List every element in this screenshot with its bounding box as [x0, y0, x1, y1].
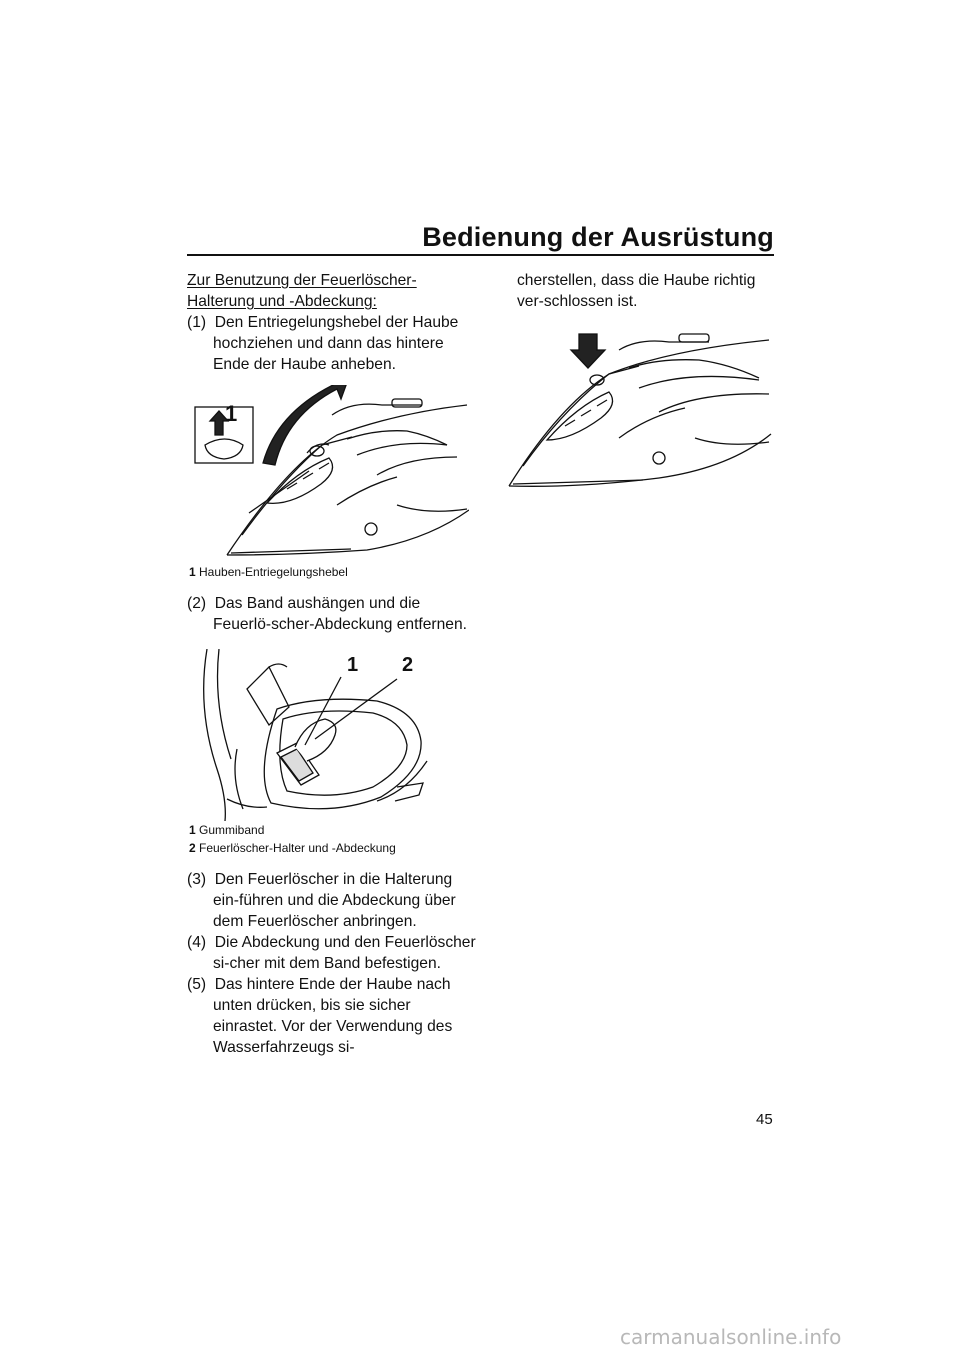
figure2-caption-2 [189, 839, 477, 857]
left-column [187, 270, 477, 1058]
step-5 [187, 974, 477, 1058]
figure2-caption-1-text: Gummiband [199, 823, 265, 837]
step-3-text: Den Feuerlöscher in die Halterung ein-führen und die Abdeckung über dem Feuerlöscher anbringen. [213, 871, 456, 930]
continuation-text: cherstellen, dass die Haube richtig ver-schlossen ist. [517, 272, 756, 310]
extinguisher-holder-illustration [187, 649, 469, 821]
figure2-callout-1: 1 [347, 654, 359, 676]
figure1-caption-1 [189, 563, 477, 581]
step-4-text: Die Abdeckung und den Feuerlöscher si-cher mit dem Band befestigen. [213, 934, 476, 972]
header-rule [187, 254, 774, 256]
figure2-caption-1 [189, 821, 477, 839]
step-1-text: Den Entriegelungshebel der Haube hochziehen und dann das hintere Ende der Haube anheben. [213, 314, 459, 373]
figure2-callout-2: 2 [402, 654, 414, 676]
step-3 [187, 869, 477, 932]
step-5-label: (5) [187, 976, 207, 993]
figure2-caption-1-num: 1 [189, 823, 196, 837]
figure1-caption-1-num: 1 [189, 565, 196, 579]
figure1-callout-1: 1 [225, 401, 238, 426]
jetski-hood-close-illustration [499, 328, 779, 488]
step-2 [187, 593, 477, 635]
step-4 [187, 932, 477, 974]
right-column [517, 270, 777, 488]
figure2-caption-2-text: Feuerlöscher-Halter und -Abdeckung [199, 841, 396, 855]
step-5-text: Das hintere Ende der Haube nach unten drücken, bis sie sicher einrastet. Vor der Verwendung des Wasserfahrzeugs si- [213, 976, 453, 1056]
figure-hood-release [187, 385, 477, 563]
step-1 [187, 312, 477, 375]
page-number: 45 [756, 1111, 773, 1128]
page-title: Bedienung der Ausrüstung [422, 222, 774, 252]
figure2-caption-2-num: 2 [189, 841, 196, 855]
step-2-text: Das Band aushängen und die Feuerlö-scher-Abdeckung entfernen. [213, 595, 467, 633]
figure-hood-close [499, 328, 777, 488]
figure-extinguisher-holder [187, 649, 477, 821]
step-2-label: (2) [187, 595, 207, 612]
watermark: carmanualsonline.info [620, 1325, 842, 1349]
section-subheading: Zur Benutzung der Feuerlöscher-Halterung und -Abdeckung: [187, 272, 417, 310]
step-1-label: (1) [187, 314, 207, 331]
figure1-caption-1-text: Hauben-Entriegelungshebel [199, 565, 348, 579]
step-3-label: (3) [187, 871, 207, 888]
step-4-label: (4) [187, 934, 207, 951]
